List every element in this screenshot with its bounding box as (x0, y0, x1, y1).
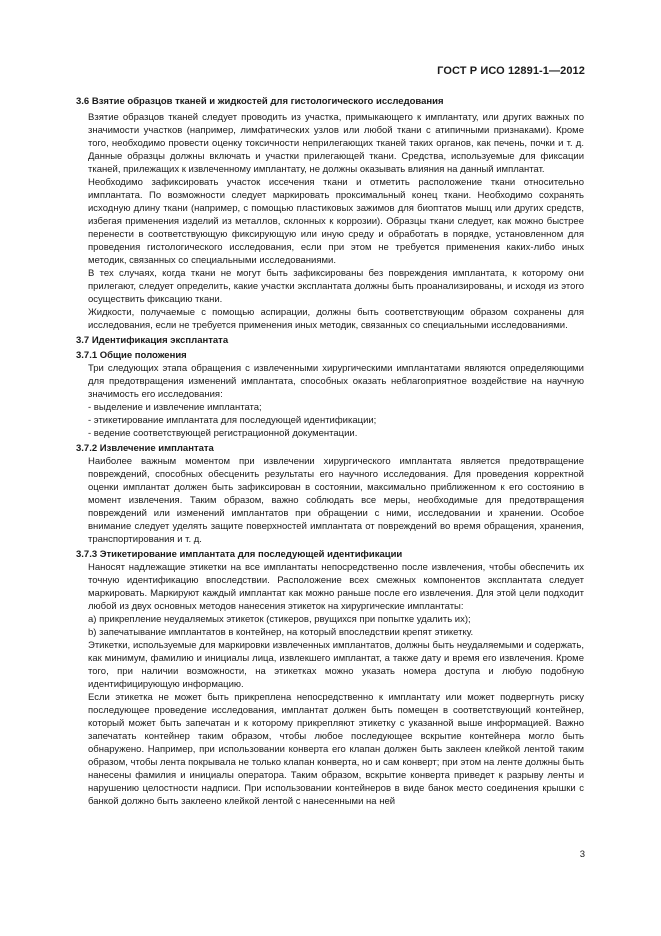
document-body (76, 95, 584, 808)
section-heading: 3.6 Взятие образцов тканей и жидкостей для гистологического исследования (76, 96, 444, 107)
paragraph: Три следующих этапа обращения с извлеченными хирургическими имплантатами являются определяющими для предотвращения изменений имплантата, способных оказать неблагоприятное воздействие на научную значимость его исследования: (88, 363, 584, 400)
list-item: a) прикрепление неудаляемых этикеток (стикеров, рвущихся при попытке удалить их); (88, 614, 471, 625)
section-heading: 3.7.1 Общие положения (76, 350, 187, 361)
section-heading: 3.7.2 Извлечение имплантата (76, 443, 214, 454)
paragraph: В тех случаях, когда ткани не могут быть зафиксированы без повреждения имплантата, к которому они прилегают, следует определить, какие участки эксплантата должны быть проанализированы, и исходя из этого осуществить фиксацию ткани. (88, 268, 584, 305)
paragraph: Если этикетка не может быть прикреплена непосредственно к имплантату или может подвергнуть риску последующее проведение исследования, имплантат должен быть помещен в соответствующий контейнер, который может быть запечатан и к которому прикрепляют этикетку с указанной выше информацией. Важно запечатать контейнер таким образом, чтобы любое последующее вскрытие контейнера могло быть обнаружено. Например, при использовании конверта его клапан должен быть заклеен клейкой лентой таким образом, чтобы лента покрывала не только клапан конверта, но и сам конверт; при этом на ленте должны быть нанесены фамилия и инициалы оператора. Таким образом, вскрытие конверта приведет к разрыву ленты и нарушению целостности надписи. При использовании контейнеров в виде банок место соединения крышки с банкой должно быть заклеено клейкой лентой с нанесенными на ней (88, 692, 584, 807)
page-number: 3 (579, 849, 585, 860)
paragraph: Взятие образцов тканей следует проводить из участка, примыкающего к имплантату, или других важных по значимости участков (например, лимфатических узлов или любой ткани с атипичными признаками). Кроме того, необходимо провести оценку токсичности неприлегающих тканей таких органов, как печень, почки и т. д. Данные образцы должны включать и участки прилегающей ткани. Средства, используемые для фиксации тканей, прилежащих к извлеченному имплантату, не должны оказывать влияния на данный имплантат. (88, 112, 584, 175)
section-heading: 3.7.3 Этикетирование имплантата для последующей идентификации (76, 549, 403, 560)
list-item: b) запечатывание имплантатов в контейнер, на который впоследствии крепят этикетку. (88, 627, 474, 638)
paragraph: Этикетки, используемые для маркировки извлеченных имплантатов, должны быть неудаляемыми и содержать, как минимум, фамилию и инициалы лица, извлекшего имплантат, а также дату и время его извлечения. Кроме того, при наличии возможности, на этикетках можно указать номера доступа и любую подобную идентифицирующую информацию. (88, 640, 584, 690)
list-item: - выделение и извлечение имплантата; (88, 402, 262, 413)
paragraph: Наиболее важным моментом при извлечении хирургического имплантата является предотвращение повреждений, способных обесценить результаты его научного исследования. Для проведения корректной оценки имплантат должен быть зафиксирован в состоянии, максимально приближенном к его состоянию в момент извлечения. Таким образом, важно соблюдать все меры, необходимые для предотвращения повреждений или изменений имплантатов при обращении с ними, исследовании и хранении. Особое внимание следует уделять защите поверхностей имплантата от повреждений во время обращения, хранения, транспортирования и т. д. (88, 456, 584, 545)
section-heading: 3.7 Идентификация эксплантата (76, 335, 229, 346)
paragraph: Жидкости, получаемые с помощью аспирации, должны быть соответствующим образом сохранены для исследования, если не требуется применения иных методик, связанных со специальными исследованиями. (88, 307, 584, 331)
paragraph: Наносят надлежащие этикетки на все имплантаты непосредственно после извлечения, чтобы обеспечить их точную идентификацию впоследствии. Расположение всех смежных компонентов эксплантата следует маркировать. Маркируют каждый имплантат как можно раньше после его извлечения. Для этой цели подходит любой из двух основных методов нанесения этикеток на хирургические имплантаты: (88, 562, 584, 612)
list-item: - этикетирование имплантата для последующей идентификации; (88, 415, 377, 426)
list-item: - ведение соответствующей регистрационной документации. (88, 428, 358, 439)
standard-number: ГОСТ Р ИСО 12891-1—2012 (437, 65, 585, 77)
paragraph: Необходимо зафиксировать участок иссечения ткани и отметить расположение ткани относительно имплантата. По возможности следует маркировать проксимальный конец ткани. Необходимо сохранять исходную длину ткани (например, с помощью пластиковых зажимов для биоптатов мышц или других средств, избегая применения изделий из металлов, склонных к коррозии). Образцы ткани следует, как можно быстрее перенести в соответствующую фиксирующую или иную среду и обработать в порядке, установленном для проведения гистологического исследования, если при этом не требуется применения каких-либо иных методик, связанных со специальными исследованиями. (88, 177, 584, 266)
